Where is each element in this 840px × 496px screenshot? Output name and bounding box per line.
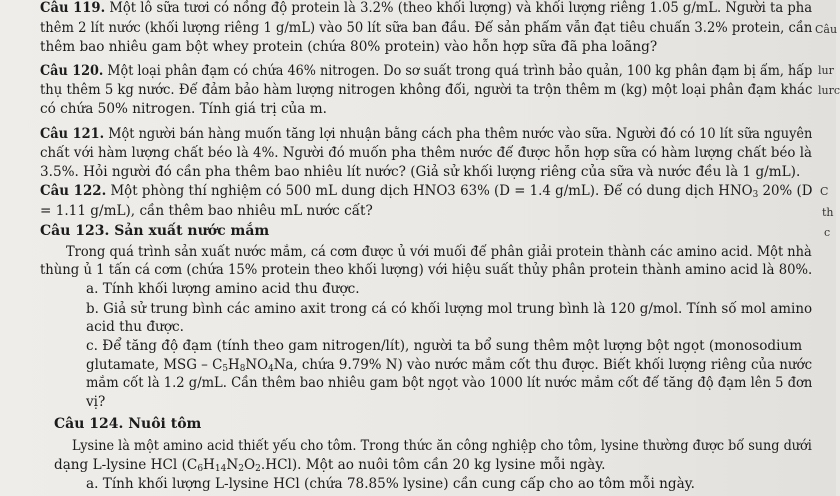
q124-t3: O [244, 457, 256, 473]
q123-part-c-1: c. Để tăng độ đạm (tính theo gam nitrogen/lít), người ta bổ sung thêm một lượng bột ngọt (monosodium [86, 338, 803, 354]
q123-c2-a: glutamate, MSG – C [86, 357, 223, 373]
q123-part-c-2 [86, 357, 812, 373]
q120-line-3: có chứa 50% nitrogen. Tính giá trị của m. [40, 101, 327, 117]
edge-fragment-th: th [822, 206, 834, 219]
q124-intro-2a: dạng L-lysine HCl (C [54, 457, 198, 473]
q120-number: Câu 120. [40, 63, 104, 79]
q123-c2-c: NO [245, 357, 269, 373]
q122-line-1 [40, 183, 812, 199]
q122-subscript: 3 [752, 190, 759, 200]
q121-line-2: chất với hàm lượng chất béo là 4%. Người đó muốn pha thêm nước để được hỗn hợp sữa có hàm lượng chất béo là [40, 145, 812, 161]
q120-line-1 [40, 63, 812, 79]
q120-text-1: Một loại phân đạm có chứa 46% nitrogen. Do sơ suất trong quá trình bảo quản, 100 kg phân đạm bị ẩm, hấp [107, 63, 813, 79]
q119-line-3: thêm bao nhiêu gam bột whey protein (chứa 80% protein) vào hỗn hợp sữa đã pha loãng? [40, 39, 658, 55]
q124-sub-1: 6 [197, 464, 204, 474]
q124-intro-2 [54, 457, 605, 473]
q122-text-1a: Một phòng thí nghiệm có 500 mL dung dịch HNO3 63% (D = 1.4 g/mL). Để có dung dịch HNO [110, 183, 753, 199]
q123-part-a: a. Tính khối lượng amino acid thu được. [86, 281, 360, 297]
q123-part-c-3: mắm cốt là 1.2 g/mL. Cần thêm bao nhiêu gam bột ngọt vào 1000 lít nước mắm cốt để tăng độ đạm lên 5 đơn [86, 375, 813, 391]
q124-t2: N [226, 457, 239, 473]
q124-sub-2: 14 [214, 464, 227, 474]
q123-part-b-1: b. Giả sử trung bình các amino axit trong cá có khối lượng mol trung bình là 120 g/mol. Tính số mol amino [86, 301, 813, 317]
q122-text-1b: 20% (D [758, 183, 813, 199]
q123-c2-b: H [228, 357, 240, 373]
edge-fragment-lur: lur [818, 64, 834, 77]
q124-sub-4: 2 [255, 464, 261, 474]
q122-line-2: = 1.11 g/mL), cần thêm bao nhiêu mL nước cất? [40, 203, 373, 219]
q121-text-1: Một người bán hàng muốn tăng lợi nhuận bằng cách pha thêm nước vào sữa. Người đó có 10 lít sữa nguyên [108, 126, 813, 142]
q124-part-a: a. Tính khối lượng L-lysine HCl (chứa 78.85% lysine) cần cung cấp cho ao tôm mỗi ngày. [86, 476, 695, 492]
q123-c2-sub-3: 4 [268, 364, 274, 374]
edge-fragment-c: C [820, 185, 829, 198]
q121-line-3: 3.5%. Hỏi người đó cần pha thêm bao nhiêu lít nước? (Giả sử khối lượng riêng của sữa và nước đều là 1 g/mL). [40, 164, 801, 180]
q123-intro-1: Trong quá trình sản xuất nước mắm, cá cơm được ủ với muối để phân giải protein thành các amino acid. Một nhà [66, 244, 812, 260]
q119-number: Câu 119. [40, 0, 106, 16]
q122-number: Câu 122. [40, 183, 107, 199]
q123-part-b-2: acid thu được. [86, 319, 184, 335]
q123-c2-sub-1: 5 [222, 364, 229, 374]
q119-line-1 [40, 0, 812, 16]
q123-intro-2: thùng ủ 1 tấn cá cơm (chứa 15% protein theo khối lượng) với hiệu suất thủy phân protein thành amino acid là 80%. [40, 262, 813, 278]
q123-title: Câu 123. Sản xuất nước mắm [40, 223, 270, 239]
q120-line-2: thụ thêm 5 kg nước. Để đảm bảo hàm lượng nitrogen không đổi, người ta trộn thêm m (kg) một loại phân đạm khác [40, 82, 813, 98]
q119-line-2: thêm 2 lít nước (khối lượng riêng 1 g/mL) vào 50 lít sữa ban đầu. Để sản phẩm vẫn đạt tiêu chuẩn 3.2% protein, cần [40, 20, 813, 36]
q123-c2-d: Na, chứa 9.79% N) vào nước mắm cốt thu được. Biết khối lượng riêng của nước [273, 357, 813, 373]
q119-text-1: Một lô sữa tươi có nồng độ protein là 3.2% (theo khối lượng) và khối lượng riêng 1.05 g/mL. Người ta pha [109, 0, 813, 16]
edge-fragment-c2: c [824, 226, 831, 239]
q121-line-1 [40, 126, 812, 142]
q124-t1: H [203, 457, 215, 473]
edge-fragment-lurc: lurc [818, 84, 840, 97]
q121-number: Câu 121. [40, 126, 105, 142]
q124-intro-1: Lysine là một amino acid thiết yếu cho tôm. Trong thức ăn công nghiệp cho tôm, lysine thường được bổ sung dưới [72, 438, 812, 454]
edge-fragment-cau: Câu [815, 23, 838, 36]
q124-intro-2b: .HCl). Một ao nuôi tôm cần 20 kg lysine mỗi ngày. [260, 457, 606, 473]
q123-part-c-4: vị? [86, 394, 106, 410]
q124-title: Câu 124. Nuôi tôm [54, 416, 202, 432]
q124-sub-3: 2 [238, 464, 244, 474]
q123-c2-sub-2: 8 [239, 364, 246, 374]
